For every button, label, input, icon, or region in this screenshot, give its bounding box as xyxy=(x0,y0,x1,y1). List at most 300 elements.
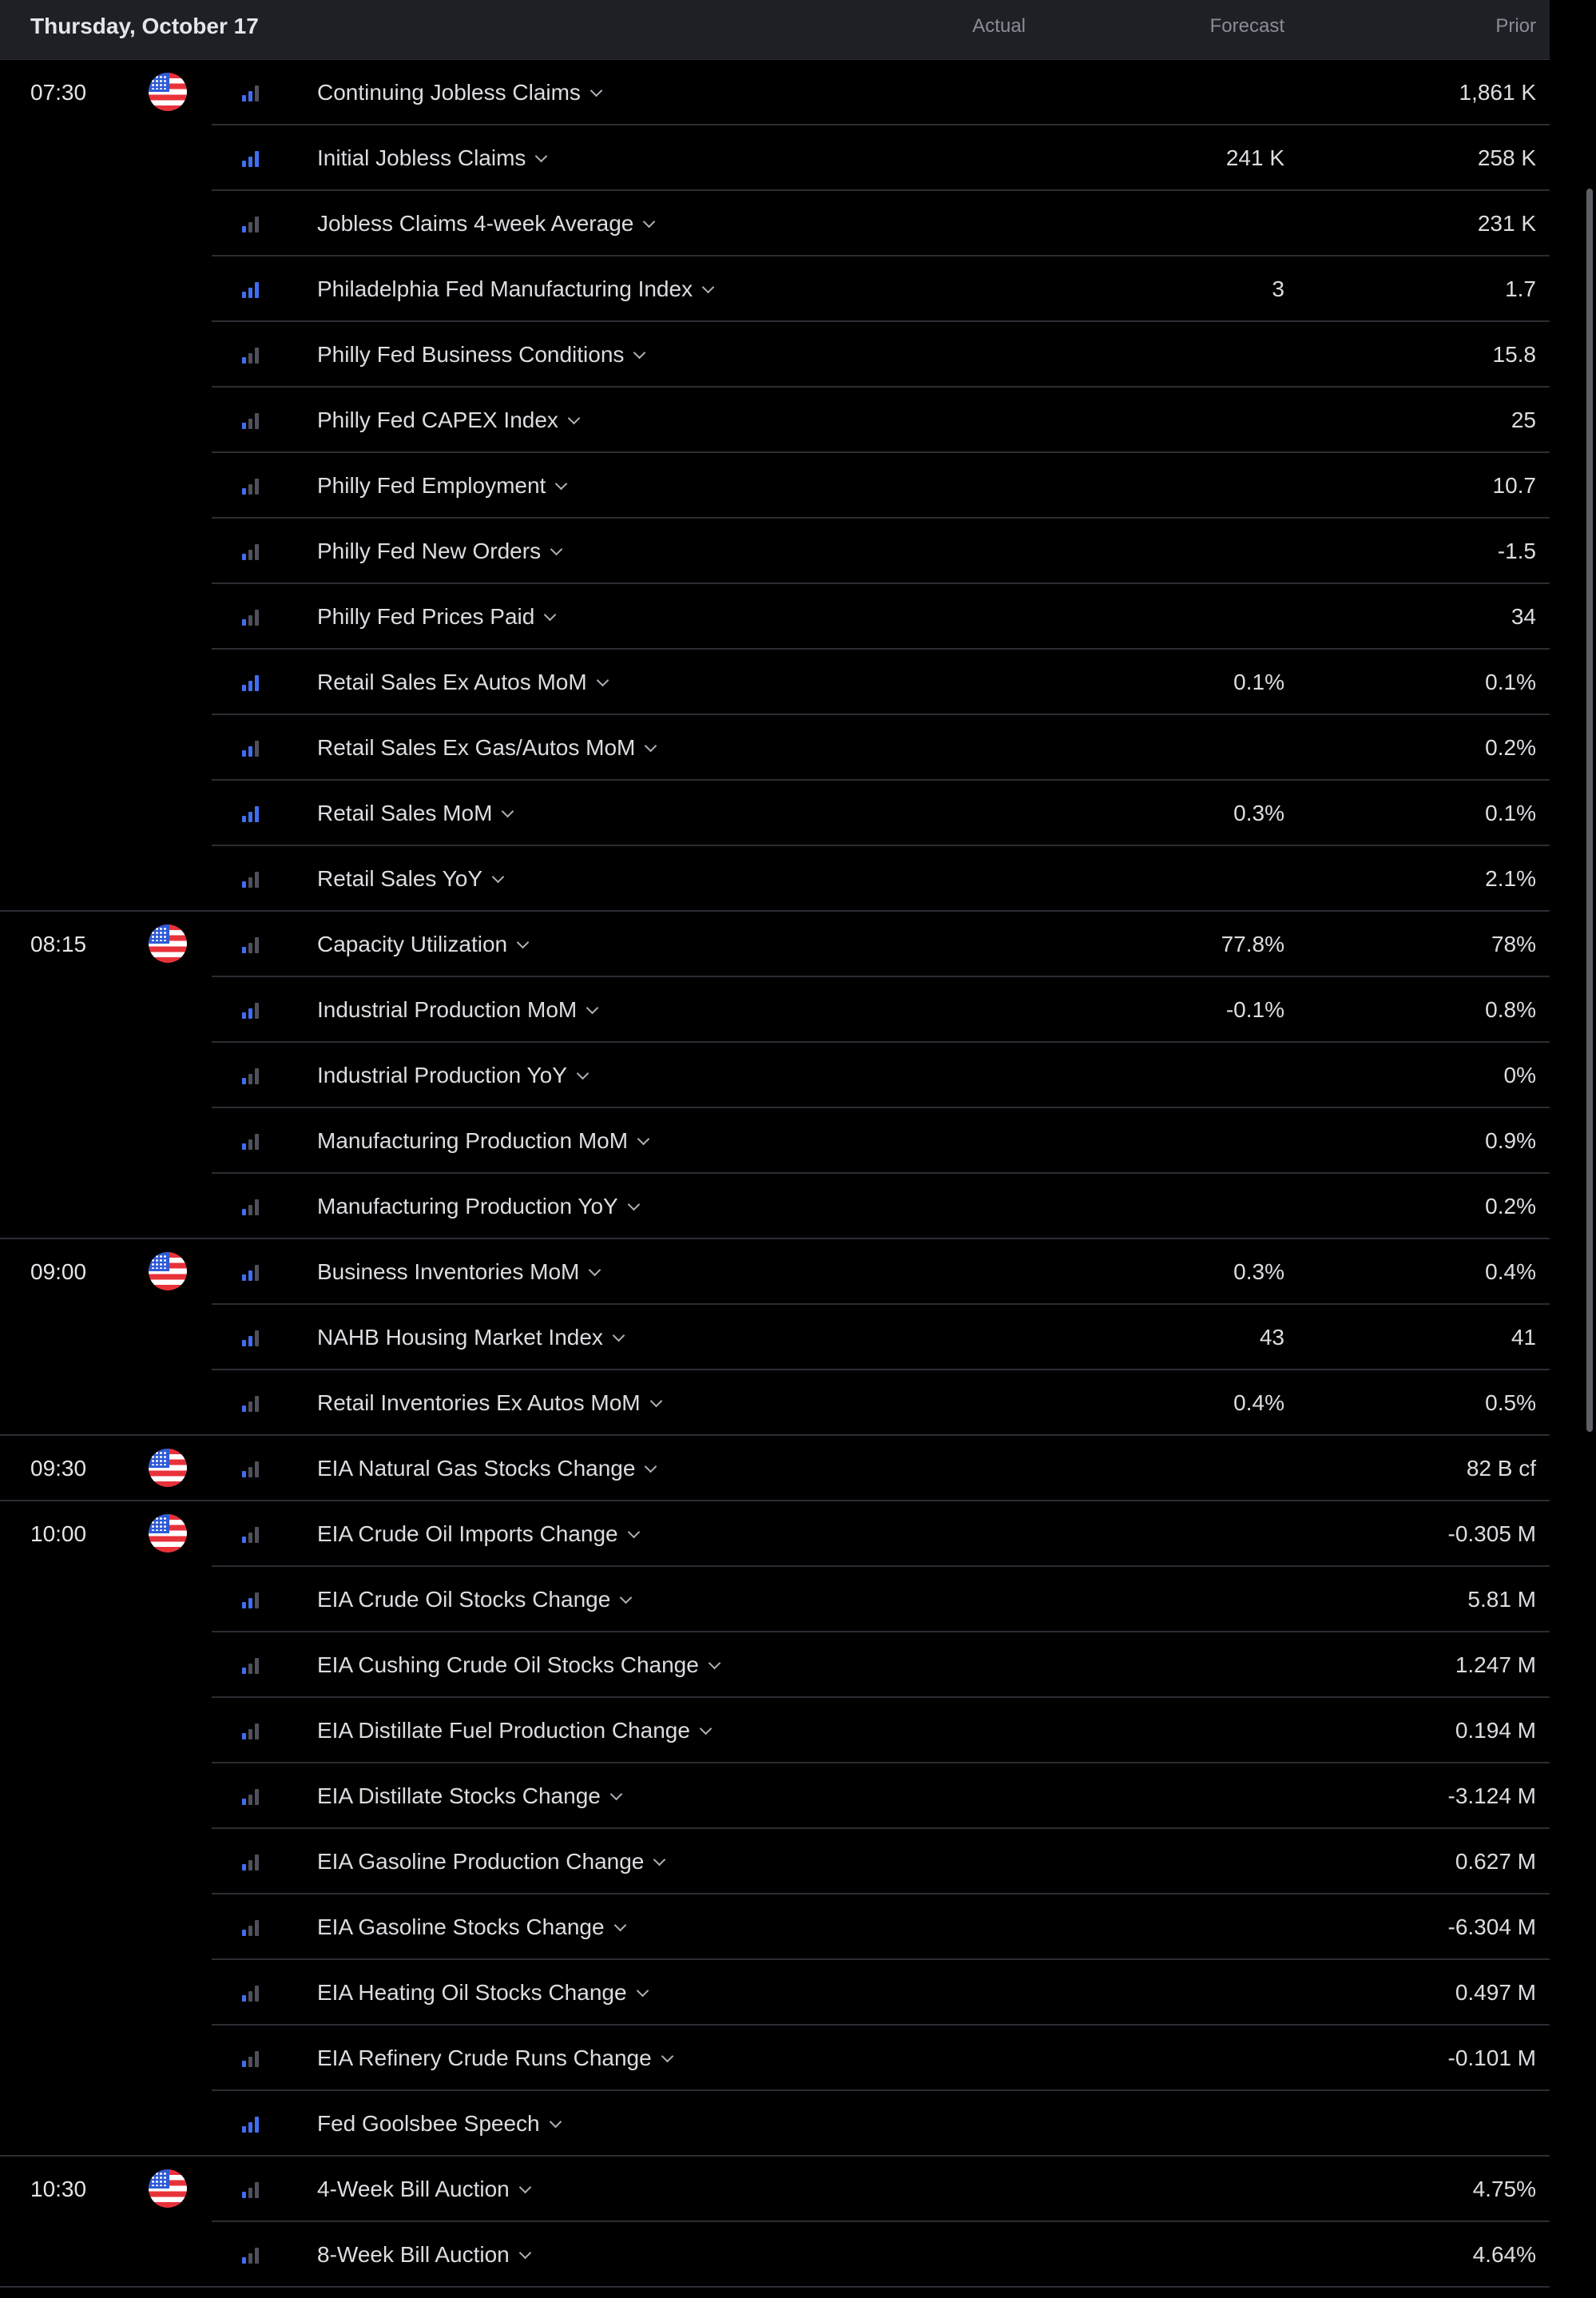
importance-bar xyxy=(242,1668,246,1674)
event-name[interactable] xyxy=(317,1632,719,1698)
importance-bar xyxy=(255,1527,259,1543)
event-row[interactable] xyxy=(212,388,1550,453)
importance-bar xyxy=(248,2253,252,2264)
importance-bar xyxy=(242,1340,246,1346)
prior-value: 10.7 xyxy=(1492,473,1536,498)
prior-value: 0.4% xyxy=(1485,1259,1536,1284)
event-name[interactable] xyxy=(317,256,713,322)
importance-bar xyxy=(255,151,259,167)
prior-value: 0% xyxy=(1503,1063,1536,1087)
importance-bars-icon xyxy=(242,1789,261,1805)
importance-bar xyxy=(248,615,252,626)
event-row[interactable] xyxy=(212,781,1550,846)
importance-bar xyxy=(242,1930,246,1936)
event-name[interactable] xyxy=(317,912,527,977)
importance-bar xyxy=(248,419,252,429)
importance-bar xyxy=(242,750,246,757)
event-row[interactable] xyxy=(212,256,1550,322)
chevron-down-icon[interactable] xyxy=(613,1330,625,1342)
event-name-label: Philly Fed CAPEX Index xyxy=(317,408,558,432)
forecast-value: 0.3% xyxy=(1233,1259,1284,1284)
prior-value: 25 xyxy=(1511,408,1536,432)
chevron-down-icon[interactable] xyxy=(550,543,563,556)
event-row[interactable] xyxy=(212,322,1550,388)
chevron-down-icon[interactable] xyxy=(492,871,505,884)
importance-bars-icon xyxy=(242,806,261,822)
event-name-label: EIA Natural Gas Stocks Change xyxy=(317,1456,636,1481)
chevron-down-icon[interactable] xyxy=(627,1526,640,1539)
event-name[interactable] xyxy=(317,715,655,781)
importance-bar xyxy=(242,1471,246,1477)
chevron-down-icon[interactable] xyxy=(613,1919,626,1932)
importance-bar xyxy=(248,484,252,495)
event-row[interactable] xyxy=(212,1567,1550,1632)
event-row[interactable] xyxy=(212,1763,1550,1829)
event-row[interactable] xyxy=(212,1698,1550,1763)
chevron-down-icon[interactable] xyxy=(649,1395,662,1408)
importance-bars-icon xyxy=(242,1855,261,1871)
event-name[interactable] xyxy=(317,977,597,1043)
event-name-label: EIA Refinery Crude Runs Change xyxy=(317,2046,652,2070)
importance-bar xyxy=(242,1799,246,1805)
forecast-value: 0.3% xyxy=(1233,801,1284,825)
importance-bars-icon xyxy=(242,282,261,298)
scrollbar[interactable] xyxy=(1586,189,1593,1432)
importance-bars-icon xyxy=(242,1461,261,1477)
importance-bar xyxy=(255,413,259,429)
event-row[interactable] xyxy=(212,1632,1550,1698)
prior-value: 0.5% xyxy=(1485,1390,1536,1415)
event-name[interactable] xyxy=(317,453,566,519)
event-name[interactable] xyxy=(317,1043,587,1108)
importance-bar xyxy=(242,357,246,364)
importance-bar xyxy=(242,488,246,495)
event-name-label: Philly Fed Employment xyxy=(317,473,546,498)
importance-bar xyxy=(255,937,259,953)
importance-bars-icon xyxy=(242,544,261,560)
importance-bars-icon xyxy=(242,1724,261,1739)
event-name-label: Retail Inventories Ex Autos MoM xyxy=(317,1390,641,1415)
prior-value: -0.101 M xyxy=(1447,2046,1536,2070)
event-time: 10:30 xyxy=(30,2177,87,2201)
event-list xyxy=(0,60,1550,2288)
event-name[interactable] xyxy=(317,191,653,256)
importance-bar xyxy=(242,1143,246,1150)
prior-value: 0.9% xyxy=(1485,1128,1536,1153)
importance-bar xyxy=(242,292,246,298)
chevron-down-icon[interactable] xyxy=(549,2116,562,2129)
time-group xyxy=(0,60,1550,912)
event-row[interactable] xyxy=(212,1436,1550,1500)
importance-bar xyxy=(242,554,246,560)
importance-bar xyxy=(242,947,246,953)
importance-bar xyxy=(242,161,246,167)
importance-bar xyxy=(242,1864,246,1871)
us-flag-icon xyxy=(149,1252,187,1290)
importance-bar xyxy=(242,1405,246,1412)
event-name-label: EIA Gasoline Production Change xyxy=(317,1849,645,1874)
chevron-down-icon[interactable] xyxy=(643,216,656,229)
importance-bar xyxy=(248,1860,252,1871)
event-name[interactable] xyxy=(317,781,512,846)
event-row[interactable] xyxy=(212,584,1550,650)
event-row[interactable] xyxy=(212,1960,1550,2026)
chevron-down-icon[interactable] xyxy=(637,1133,650,1146)
chevron-down-icon[interactable] xyxy=(577,1067,590,1080)
importance-bars-icon xyxy=(242,413,261,429)
importance-bars-icon xyxy=(242,151,261,167)
event-name[interactable] xyxy=(317,1698,710,1763)
importance-bar xyxy=(255,1134,259,1150)
forecast-value: 241 K xyxy=(1225,145,1284,170)
importance-bar xyxy=(242,2061,246,2067)
importance-bars-icon xyxy=(242,741,261,757)
importance-bars-icon xyxy=(242,2182,261,2198)
chevron-down-icon[interactable] xyxy=(633,347,646,360)
importance-bar xyxy=(248,1401,252,1412)
importance-bars-icon xyxy=(242,2051,261,2067)
importance-bar xyxy=(255,2248,259,2264)
importance-bar xyxy=(255,1330,259,1346)
importance-bar xyxy=(248,1139,252,1150)
importance-bars-icon xyxy=(242,2117,261,2133)
importance-bar xyxy=(248,288,252,298)
prior-value: 34 xyxy=(1511,604,1536,629)
importance-bar xyxy=(248,2188,252,2198)
prior-value: 0.194 M xyxy=(1455,1718,1536,1743)
event-time: 09:30 xyxy=(30,1456,87,1481)
event-row[interactable] xyxy=(212,650,1550,715)
importance-bar xyxy=(255,1986,259,2002)
event-row[interactable] xyxy=(212,1043,1550,1108)
chevron-down-icon[interactable] xyxy=(589,1264,601,1277)
importance-bar xyxy=(255,85,259,101)
importance-bar xyxy=(242,2126,246,2133)
event-row[interactable] xyxy=(212,1501,1550,1567)
event-name[interactable] xyxy=(317,1763,621,1829)
chevron-down-icon[interactable] xyxy=(709,1657,721,1670)
event-name-label: Retail Sales Ex Gas/Autos MoM xyxy=(317,735,636,760)
prior-value: 258 K xyxy=(1477,145,1536,170)
chevron-down-icon[interactable] xyxy=(636,1985,649,1998)
event-name[interactable] xyxy=(317,1239,599,1305)
event-name-label: 8-Week Bill Auction xyxy=(317,2242,510,2267)
importance-bar xyxy=(248,550,252,560)
event-row[interactable] xyxy=(212,912,1550,977)
importance-bar xyxy=(242,423,246,429)
chevron-down-icon[interactable] xyxy=(627,1199,640,1211)
event-name-label: Fed Goolsbee Speech xyxy=(317,2111,540,2136)
event-name[interactable] xyxy=(317,1829,664,1894)
prior-value: 1,861 K xyxy=(1459,80,1536,105)
event-name-label: Philly Fed New Orders xyxy=(317,539,542,563)
event-name-label: EIA Heating Oil Stocks Change xyxy=(317,1980,627,2005)
event-name[interactable] xyxy=(317,1370,661,1436)
importance-bars-icon xyxy=(242,2248,261,2264)
event-row[interactable] xyxy=(212,519,1550,584)
event-row[interactable] xyxy=(212,2026,1550,2091)
chevron-down-icon[interactable] xyxy=(596,674,609,687)
chevron-down-icon[interactable] xyxy=(645,1461,657,1473)
event-time: 09:00 xyxy=(30,1259,87,1284)
event-name-label: Philly Fed Prices Paid xyxy=(317,604,535,629)
us-flag-icon xyxy=(149,73,187,111)
event-row[interactable] xyxy=(212,1174,1550,1238)
prior-value: 1.7 xyxy=(1505,276,1536,301)
importance-bar xyxy=(248,2122,252,2133)
importance-bar xyxy=(255,1265,259,1281)
importance-bar xyxy=(248,1991,252,2002)
importance-bar xyxy=(242,816,246,822)
event-name[interactable] xyxy=(317,1567,630,1632)
importance-bars-icon xyxy=(242,1330,261,1346)
importance-bars-icon xyxy=(242,610,261,626)
event-name[interactable] xyxy=(317,1174,638,1239)
importance-bar xyxy=(248,1336,252,1346)
chevron-down-icon[interactable] xyxy=(544,609,557,622)
event-row[interactable] xyxy=(212,2091,1550,2155)
prior-value: 0.1% xyxy=(1485,670,1536,694)
event-name-label: Industrial Production YoY xyxy=(317,1063,567,1087)
prior-value: 231 K xyxy=(1477,211,1536,236)
event-name[interactable] xyxy=(317,584,554,650)
importance-bar xyxy=(255,1658,259,1674)
prior-value: 82 B cf xyxy=(1466,1456,1536,1481)
importance-bar xyxy=(242,881,246,888)
event-name-label: Jobless Claims 4-week Average xyxy=(317,211,634,236)
importance-bars-icon xyxy=(242,1396,261,1412)
event-name[interactable] xyxy=(317,322,644,388)
importance-bar xyxy=(255,1003,259,1019)
importance-bar xyxy=(255,872,259,888)
event-time: 08:15 xyxy=(30,932,87,956)
chevron-down-icon[interactable] xyxy=(645,740,657,753)
event-name[interactable] xyxy=(317,1436,655,1501)
prior-value: 0.627 M xyxy=(1455,1849,1536,1874)
importance-bar xyxy=(255,2117,259,2133)
prior-value: 0.8% xyxy=(1485,997,1536,1022)
prior-value: -3.124 M xyxy=(1447,1783,1536,1808)
chevron-down-icon[interactable] xyxy=(517,936,530,949)
event-name-label: Manufacturing Production YoY xyxy=(317,1194,618,1219)
prior-value: 1.247 M xyxy=(1455,1652,1536,1677)
importance-bar xyxy=(255,2051,259,2067)
importance-bar xyxy=(255,675,259,691)
chevron-down-icon[interactable] xyxy=(653,1854,666,1867)
chevron-down-icon[interactable] xyxy=(535,150,548,163)
importance-bar xyxy=(248,1008,252,1019)
forecast-value: -0.1% xyxy=(1225,997,1284,1022)
importance-bar xyxy=(242,95,246,101)
time-group xyxy=(0,1501,1550,2157)
event-name[interactable] xyxy=(317,650,607,715)
forecast-value: 0.4% xyxy=(1233,1390,1284,1415)
column-header-actual[interactable]: Actual xyxy=(972,15,1026,37)
chevron-down-icon[interactable] xyxy=(700,1723,713,1735)
importance-bar xyxy=(248,2057,252,2067)
prior-value: 5.81 M xyxy=(1467,1587,1536,1612)
forecast-value: 43 xyxy=(1259,1325,1284,1350)
importance-bar xyxy=(255,741,259,757)
prior-value: 15.8 xyxy=(1492,342,1536,367)
importance-bar xyxy=(255,610,259,626)
prior-value: 0.2% xyxy=(1485,735,1536,760)
event-name-label: Retail Sales MoM xyxy=(317,801,493,825)
prior-value: -1.5 xyxy=(1497,539,1536,563)
chevron-down-icon[interactable] xyxy=(518,2181,531,2194)
prior-value: 41 xyxy=(1511,1325,1536,1350)
chevron-down-icon[interactable] xyxy=(702,281,715,294)
column-header-forecast[interactable]: Forecast xyxy=(1209,15,1284,37)
event-name[interactable] xyxy=(317,388,578,453)
prior-value: 4.64% xyxy=(1472,2242,1536,2267)
importance-bar xyxy=(248,1729,252,1739)
event-row[interactable] xyxy=(212,1239,1550,1305)
event-row[interactable] xyxy=(212,846,1550,910)
time-group xyxy=(0,1239,1550,1436)
time-group xyxy=(0,1436,1550,1501)
event-name[interactable] xyxy=(317,60,601,125)
importance-bars-icon xyxy=(242,1068,261,1084)
event-name-label: Retail Sales Ex Autos MoM xyxy=(317,670,587,694)
importance-bar xyxy=(248,91,252,101)
event-row[interactable] xyxy=(212,2157,1550,2222)
importance-bar xyxy=(242,1209,246,1215)
importance-bar xyxy=(248,1926,252,1936)
chevron-down-icon[interactable] xyxy=(620,1592,633,1604)
forecast-value: 3 xyxy=(1272,276,1284,301)
event-name[interactable] xyxy=(317,1960,647,2026)
importance-bars-icon xyxy=(242,85,261,101)
calendar-header xyxy=(0,0,1550,60)
importance-bar xyxy=(248,812,252,822)
event-name-label: Manufacturing Production MoM xyxy=(317,1128,629,1153)
importance-bar xyxy=(242,1733,246,1739)
chevron-down-icon[interactable] xyxy=(555,478,568,491)
chevron-down-icon[interactable] xyxy=(568,412,581,425)
importance-bar xyxy=(255,282,259,298)
chevron-down-icon[interactable] xyxy=(518,2247,531,2260)
importance-bar xyxy=(255,1724,259,1739)
importance-bar xyxy=(255,1396,259,1412)
event-name[interactable] xyxy=(317,2091,560,2157)
importance-bar xyxy=(255,217,259,233)
importance-bar xyxy=(242,2192,246,2198)
event-name-label: EIA Distillate Fuel Production Change xyxy=(317,1718,690,1743)
event-name[interactable] xyxy=(317,846,502,912)
event-name-label: Capacity Utilization xyxy=(317,932,508,956)
event-row[interactable] xyxy=(212,977,1550,1043)
event-name[interactable] xyxy=(317,1108,648,1174)
importance-bar xyxy=(255,1199,259,1215)
us-flag-icon xyxy=(149,924,187,963)
event-name[interactable] xyxy=(317,1501,638,1567)
column-header-prior[interactable]: Prior xyxy=(1495,15,1536,37)
importance-bars-icon xyxy=(242,675,261,691)
event-name[interactable] xyxy=(317,125,546,191)
importance-bars-icon xyxy=(242,1199,261,1215)
importance-bar xyxy=(242,1078,246,1084)
event-name[interactable] xyxy=(317,519,561,584)
event-name[interactable] xyxy=(317,2222,530,2288)
importance-bar xyxy=(242,1537,246,1543)
time-group xyxy=(0,2157,1550,2288)
importance-bars-icon xyxy=(242,348,261,364)
prior-value: 2.1% xyxy=(1485,866,1536,891)
event-row[interactable] xyxy=(212,1305,1550,1370)
event-name[interactable] xyxy=(317,1305,623,1370)
prior-value: 78% xyxy=(1491,932,1536,956)
importance-bar xyxy=(248,1467,252,1477)
date-heading: Thursday, October 17 xyxy=(30,14,259,38)
importance-bars-icon xyxy=(242,1527,261,1543)
importance-bar xyxy=(255,1920,259,1936)
chevron-down-icon[interactable] xyxy=(502,805,514,818)
chevron-down-icon[interactable] xyxy=(661,2050,673,2063)
event-row[interactable] xyxy=(212,125,1550,191)
prior-value: 0.497 M xyxy=(1455,1980,1536,2005)
event-row[interactable] xyxy=(212,715,1550,781)
importance-bars-icon xyxy=(242,1592,261,1608)
event-name[interactable] xyxy=(317,2157,530,2222)
event-row[interactable] xyxy=(212,191,1550,256)
event-row[interactable] xyxy=(212,453,1550,519)
importance-bar xyxy=(248,1074,252,1084)
us-flag-icon xyxy=(149,1449,187,1487)
forecast-value: 77.8% xyxy=(1221,932,1284,956)
importance-bar xyxy=(248,1270,252,1281)
importance-bar xyxy=(248,746,252,757)
event-row[interactable] xyxy=(212,2222,1550,2286)
event-name-label: Continuing Jobless Claims xyxy=(317,80,581,105)
time-group xyxy=(0,912,1550,1239)
chevron-down-icon[interactable] xyxy=(590,85,603,97)
importance-bars-icon xyxy=(242,872,261,888)
importance-bar xyxy=(248,222,252,233)
importance-bar xyxy=(255,544,259,560)
event-row[interactable] xyxy=(212,1370,1550,1434)
event-name-label: EIA Crude Oil Stocks Change xyxy=(317,1587,611,1612)
importance-bar xyxy=(248,353,252,364)
event-row[interactable] xyxy=(212,1108,1550,1174)
importance-bar xyxy=(255,1592,259,1608)
importance-bar xyxy=(242,226,246,233)
chevron-down-icon[interactable] xyxy=(610,1788,623,1801)
importance-bar xyxy=(242,1274,246,1281)
importance-bar xyxy=(242,1995,246,2002)
importance-bars-icon xyxy=(242,1003,261,1019)
event-name-label: Industrial Production MoM xyxy=(317,997,578,1022)
chevron-down-icon[interactable] xyxy=(586,1002,599,1015)
event-name[interactable] xyxy=(317,2026,672,2091)
event-name-label: 4-Week Bill Auction xyxy=(317,2177,510,2201)
event-name[interactable] xyxy=(317,1894,625,1960)
event-row[interactable] xyxy=(212,1894,1550,1960)
event-name-label: Business Inventories MoM xyxy=(317,1259,580,1284)
event-name-label: NAHB Housing Market Index xyxy=(317,1325,603,1350)
event-name-label: Philly Fed Business Conditions xyxy=(317,342,625,367)
importance-bar xyxy=(255,1855,259,1871)
event-row[interactable] xyxy=(212,1829,1550,1894)
importance-bar xyxy=(242,2257,246,2264)
importance-bars-icon xyxy=(242,479,261,495)
importance-bars-icon xyxy=(242,937,261,953)
event-name-label: Philadelphia Fed Manufacturing Index xyxy=(317,276,693,301)
importance-bar xyxy=(248,1205,252,1215)
event-row[interactable] xyxy=(212,60,1550,125)
importance-bar xyxy=(242,1012,246,1019)
importance-bar xyxy=(255,806,259,822)
